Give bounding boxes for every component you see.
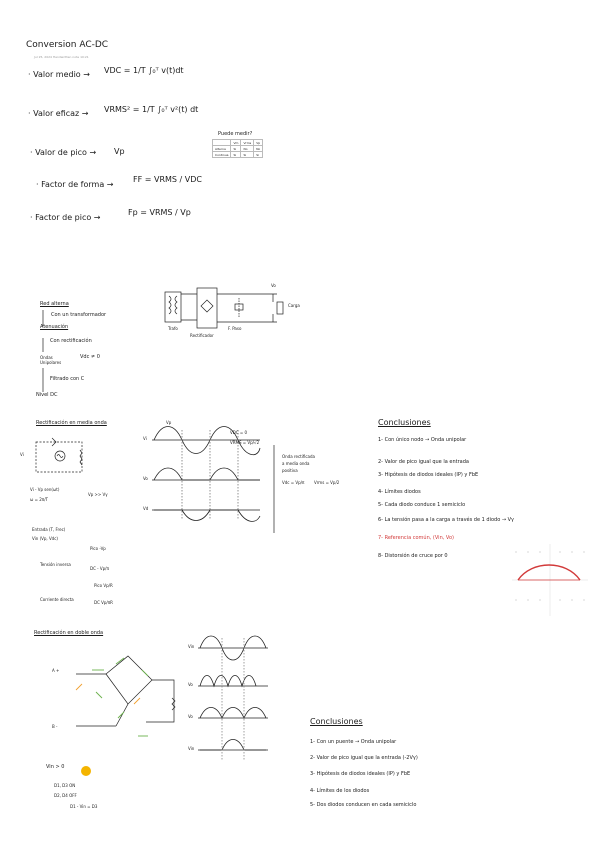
page-meta: Jul 25, 2024 Handwritten note 10:21 — [34, 55, 89, 59]
half-wave-eq3: Vp >> Vγ — [88, 492, 108, 497]
half-wave-circuit — [22, 432, 92, 482]
formula-label-crest: · Factor de pico → — [30, 213, 101, 222]
half-wave-eq1: Vi - Vp sen(ωt) — [30, 487, 60, 492]
conclusion-1-item: 6- La tensión pasa a la carga a través de 1 diodo → Vγ — [378, 517, 515, 523]
distortion-sketch — [508, 540, 592, 620]
table-cell: Si — [254, 152, 263, 158]
flow-filtrado: Filtrado con C — [50, 376, 85, 382]
table-caption: Puede medir? — [218, 131, 253, 137]
node-a: A + — [52, 668, 60, 673]
wave-vi-label: Vi — [143, 436, 147, 441]
full-wave-vo2-label: Vo — [188, 714, 193, 719]
formula-label-mean: · Valor medio → — [28, 70, 90, 79]
table-cell: Vm — [231, 140, 241, 146]
flow-vdc: Vdc ≠ 0 — [80, 354, 100, 360]
flow-nivel-dc: Nivel DC — [36, 392, 58, 398]
conclusions-1-title: Conclusiones — [378, 418, 431, 427]
half-wave-tension-inversa: Tensión inversa — [40, 562, 71, 567]
table-cell: Vrms — [241, 140, 254, 146]
page-title: Conversion AC-DC — [26, 40, 109, 50]
half-wave-title: Rectificación en media onda — [36, 420, 107, 426]
block-filtro: F. Paso — [228, 326, 242, 331]
half-wave-vin: Vin (Vp, Vdc) — [32, 536, 58, 541]
half-wave-vi-label: Vi — [20, 452, 24, 457]
formula-expr-mean: VDC = 1/T ∫₀ᵀ v(t)dt — [104, 66, 184, 75]
formula-expr-rms: VRMS² = 1/T ∫₀ᵀ v²(t) dt — [104, 105, 199, 114]
table-row — [213, 152, 263, 158]
full-wave-bridge — [56, 650, 196, 746]
half-wave-entrada: Entrada (T, Frec) — [32, 527, 66, 532]
half-wave-corriente-directa: Corriente directa — [40, 597, 74, 602]
flow-arrow-line — [38, 308, 48, 398]
full-wave-waveforms — [184, 630, 276, 770]
block-rectificador: Rectificador — [190, 333, 214, 338]
formula-label-form: · Factor de forma → — [36, 180, 114, 189]
block-trafo: Trafo — [168, 326, 178, 331]
wave-vo-label: Vo — [143, 476, 148, 481]
wave-vd-label: Vd — [143, 506, 149, 511]
conclusion-1-item: 1- Con único nodo → Onda unipolar — [378, 437, 467, 443]
sun-icon — [80, 765, 94, 779]
node-b: B - — [52, 724, 58, 729]
measure-table — [212, 139, 263, 158]
conclusion-2-item: 3- Hipótesis de diodos ideales (IP) y FbE — [310, 771, 411, 777]
half-wave-waveforms — [140, 420, 280, 530]
note-vdc: Vdc = Vp/π — [282, 480, 305, 485]
block-vo: Vo — [271, 283, 276, 288]
conclusions-2-title: Conclusiones — [310, 717, 363, 726]
full-wave-vin-cond: Vin > 0 — [46, 764, 65, 770]
conclusion-2-item: 1- Con un puente → Onda unipolar — [310, 739, 397, 745]
block-diagram — [157, 284, 307, 342]
table-cell: Alterna — [213, 146, 231, 152]
half-wave-dc2: DC Vp/πR — [94, 600, 113, 605]
conclusion-1-item: 3- Hipótesis de diodos ideales (IP) y FbE — [378, 472, 479, 478]
conclusion-2-item: 5- Dos diodos conducen en cada semiciclo — [310, 802, 417, 808]
conclusion-1-item: 5- Cada diodo conduce 1 semiciclo — [378, 502, 466, 508]
half-wave-pico2: Pico Vp/R — [94, 583, 113, 588]
half-wave-vrms: VRMS = Vp/√2 — [230, 440, 260, 445]
formula-expr-form: FF = VRMS / VDC — [133, 175, 203, 184]
flow-atenuacion: Atenuación — [40, 324, 69, 330]
flow-rectificacion: Con rectificación — [50, 338, 92, 344]
note-media-onda: a media onda — [282, 461, 310, 466]
table-cell: Continua — [213, 152, 231, 158]
conclusion-2-item: 2- Valor de pico igual que la entrada (-2Vγ) — [310, 755, 418, 761]
flow-transformer: Con un transformador — [51, 312, 107, 318]
conclusion-1-item: 7- Referencia común, (Vin, Vo) — [378, 535, 454, 541]
table-cell: Si — [231, 146, 241, 152]
flow-red-alterna: Red alterna — [40, 301, 69, 307]
full-wave-vd: D1 - Vin = D3 — [70, 804, 98, 809]
full-wave-title: Rectificación en doble onda — [34, 630, 104, 636]
full-wave-vo-label: Vo — [188, 682, 193, 687]
formula-label-peak: · Valor de pico → — [30, 148, 97, 157]
table-cell: No — [241, 146, 254, 152]
note-positiva: positiva — [282, 468, 298, 473]
conclusion-1-item: 2- Valor de pico igual que la entrada — [378, 459, 469, 465]
full-wave-vin-label: Vin — [188, 644, 195, 649]
half-wave-pico1: Pico -Vp — [90, 546, 106, 551]
flow-ondas: Ondas Unipolares — [40, 355, 62, 365]
half-wave-dc1: DC - Vp/π — [90, 566, 109, 571]
formula-label-rms: · Valor eficaz → — [28, 109, 89, 118]
formula-expr-peak: Vp — [114, 147, 125, 156]
formula-expr-crest: Fp = VRMS / Vp — [128, 208, 191, 217]
table-cell: Si — [231, 152, 241, 158]
block-carga: Carga — [288, 303, 300, 308]
note-vrms: Vrms = Vp/2 — [314, 480, 340, 485]
half-wave-vdc: VDC = 0 — [230, 430, 248, 435]
table-cell: Vp — [254, 140, 263, 146]
divider-line — [272, 445, 276, 535]
full-wave-vin2-label: Vin — [188, 746, 195, 751]
full-wave-d13: D1, D3 ON — [54, 783, 76, 788]
conclusion-1-item: 8- Distorsión de cruce por 0 — [378, 553, 448, 559]
conclusion-2-item: 4- Límites de los diodos — [310, 788, 370, 794]
half-wave-eq2: ω = 2π/T — [30, 497, 48, 502]
full-wave-d24: D2, D4 OFF — [54, 793, 77, 798]
table-cell: Si — [241, 152, 254, 158]
table-cell: No — [254, 146, 263, 152]
wave-vp-label: Vp — [166, 420, 172, 425]
note-onda-rectificada: Onda rectificada — [282, 454, 316, 459]
conclusion-1-item: 4- Límites diodos — [378, 489, 421, 495]
